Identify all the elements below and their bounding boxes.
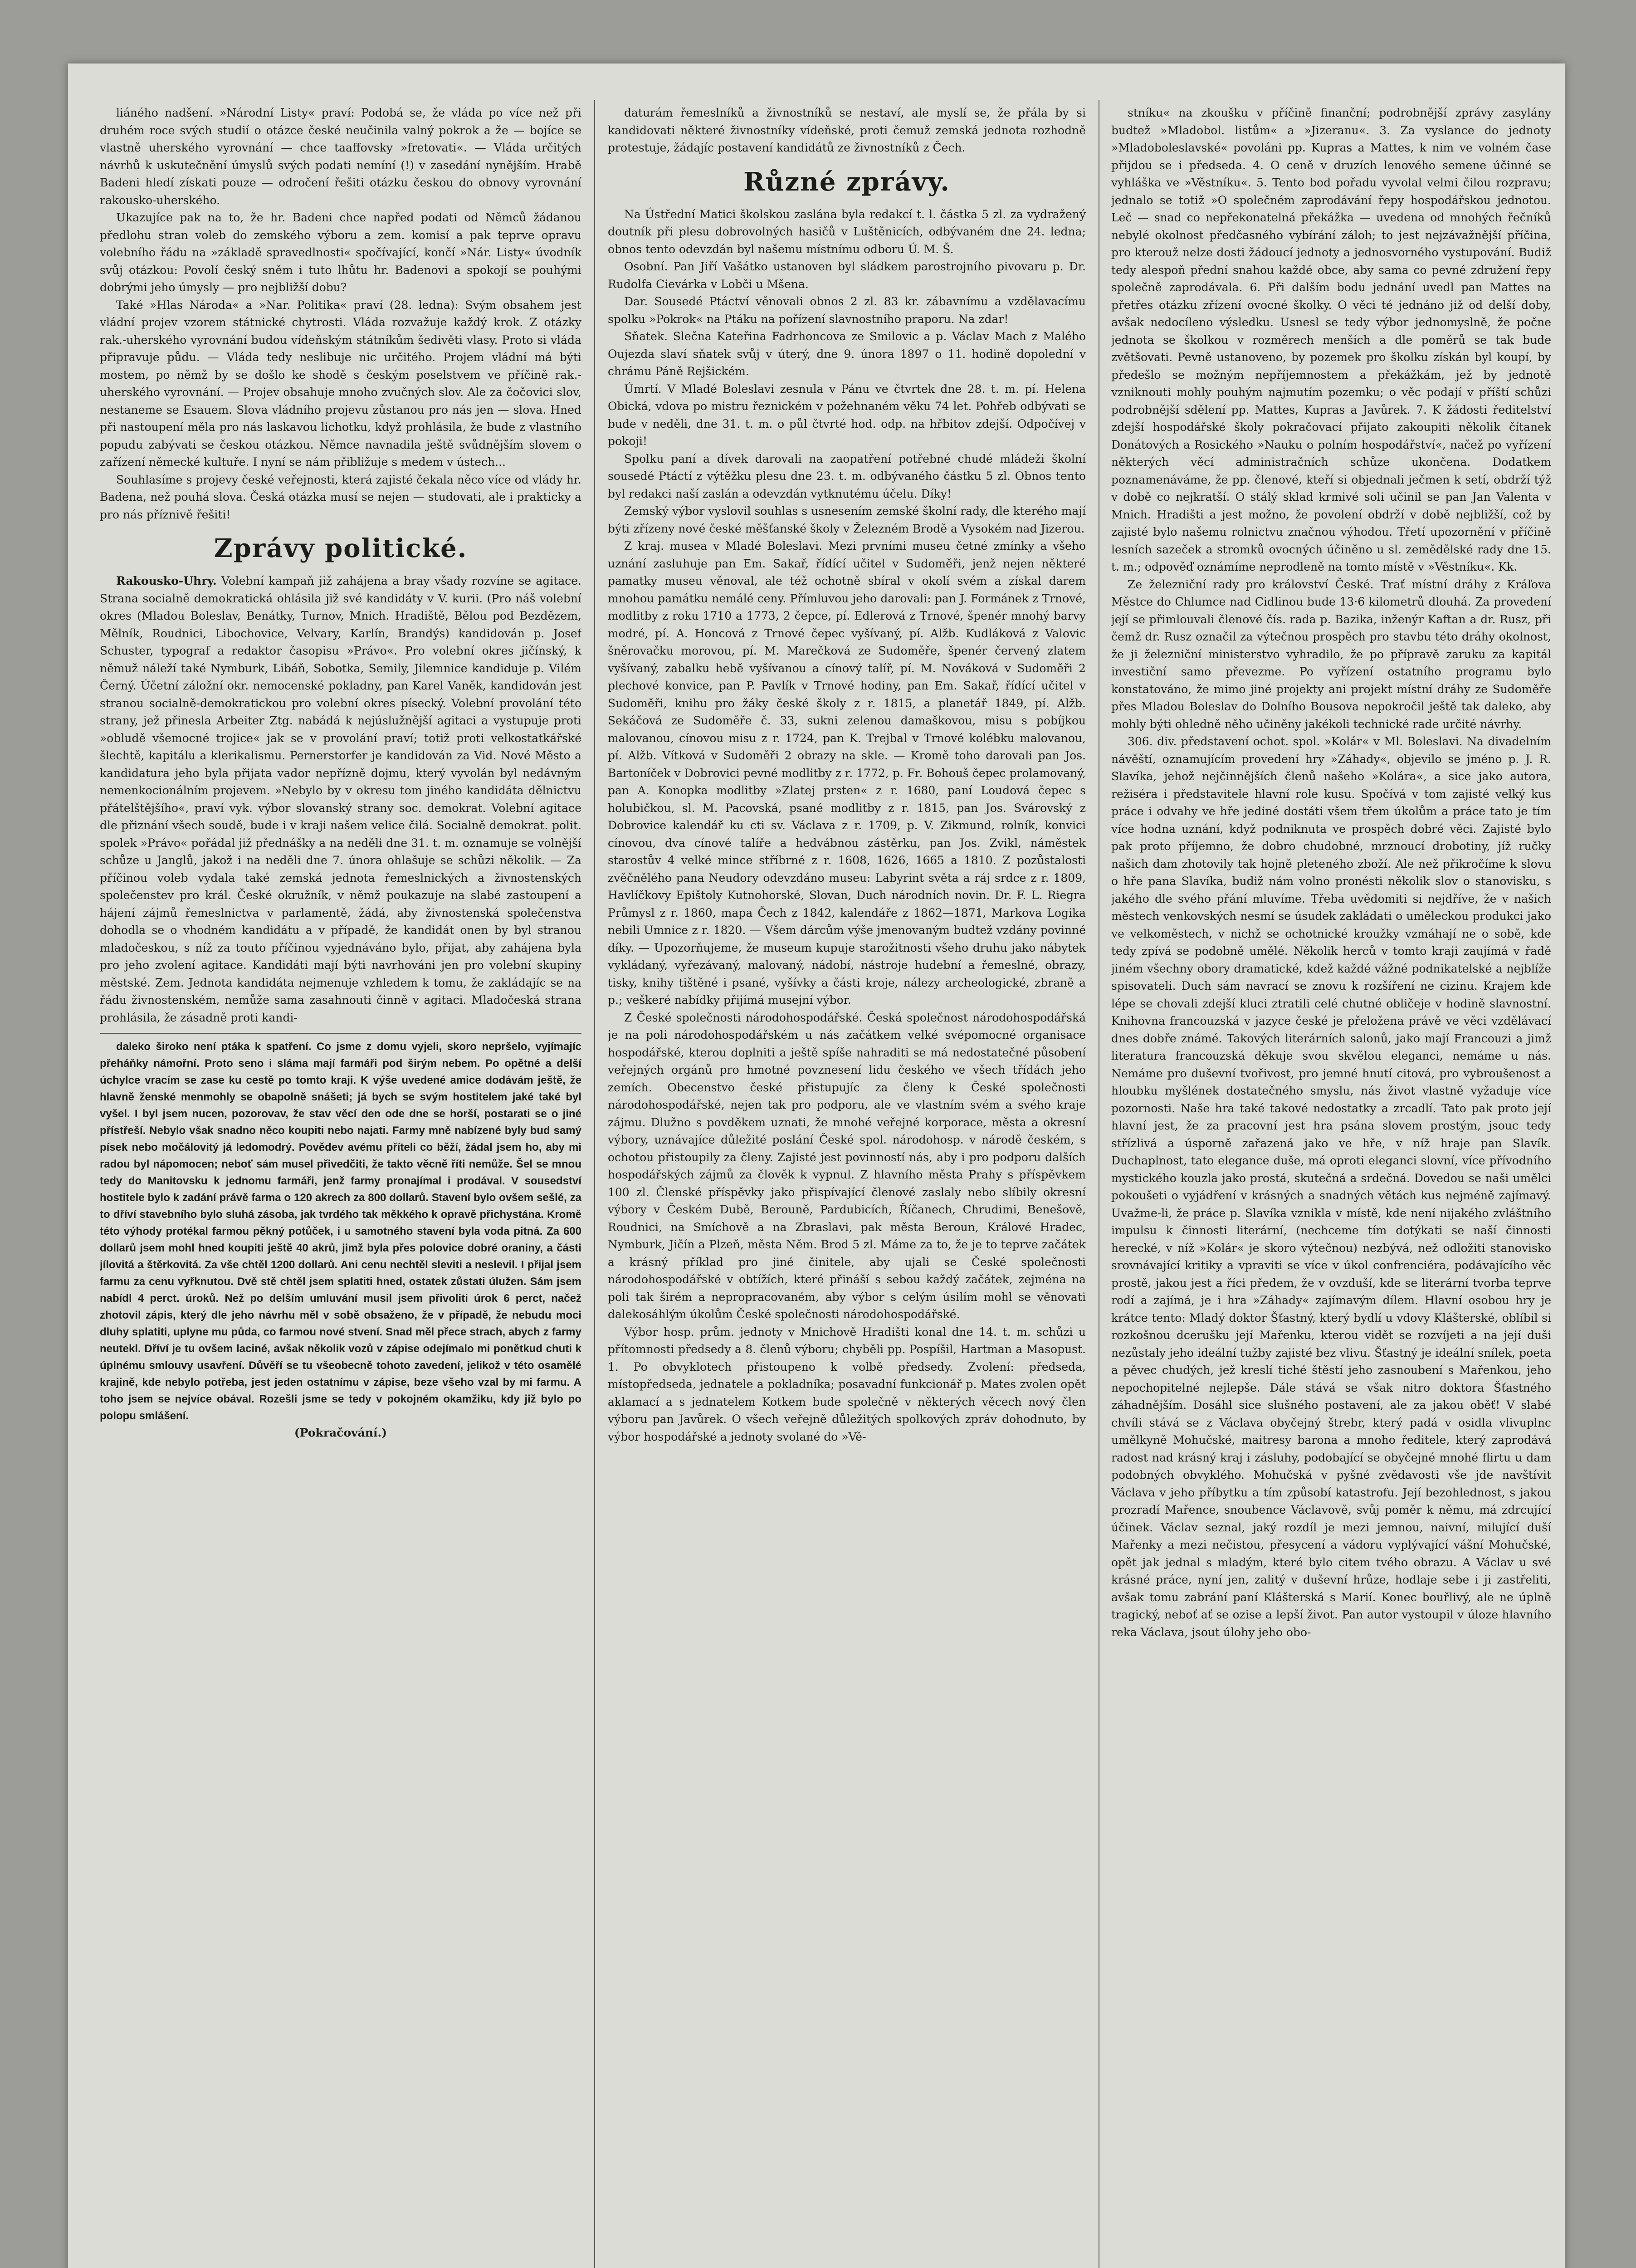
column-left — [100, 104, 581, 2268]
article-text: liáného nadšení. »Národní Listy« praví: Podobá se, že vláda po více než při druhém roce svých studií o otázce české neučinila valný pokrok a že — bojíce se vlastně uherského vyrovnání — chce taaffovsky »fretovati«. — Vláda určitých návrhů k uskutečnění úmyslů svých podati nemíní (!) v zasedání nynějším. Hrabě Badeni hledí získati pouze — odročení řešiti otázku českou do obnovy vyrovnání rakousko-uherského. — [100, 106, 581, 207]
news-item: Osobní. Pan Jiří Vašátko ustanoven byl sládkem parostrojního pivovaru p. Dr. Rudolfa Cievárka v Lobči u Mšena. — [608, 260, 1086, 291]
section-heading: Zprávy politické. — [214, 533, 468, 563]
serial-text: daleko široko není ptáka k spatření. Co jsme z domu vyjeli, skoro nepršelo, vyjímajíc přeháňky námořní. Proto seno i sláma mají farmáři pod širým nebem. Po opětné a delší úchylce vracím se zase ku cestě po tomto kraji. K výše uvedené amice dodávám ještě, že hlavně ženské menmohly se obapolně snášeti; já bych se svým hostitelem jaké také byl vyšel. I byl jsem nucen, pozorovav, že stav věcí den ode dne se horší, postarati se o jiné přístřeší. Nebylo však snadno něco koupiti nebo najati. Farmy mně nabízené byly bud samý písek nebo močálovitý já ledomodrý. Povědev avému příteli co běží, žádal jsem ho, aby mi radou byl nápomocen; neboť sám musel přivedčiti, že takto věcně říti nemůže. Šel se mnou tedy do Manitovsku k jednomu farmáři, jenž farmy pronajímal i prodával. V sousedství hostitele bylo k zadání právě farma o 120 akrech za 800 dollarů. Stavení bylo ovšem sešlé, za to dříví stavebního bylo sluhá zásoba, jak tvrdého tak měkkého k opravě přichystána. Kromě této výhody protékal farmou pěkný potůček, i u samotného stavení byla voda pitná. Za 600 dollarů jsem mohl hned koupiti ještě 40 akrů, jimž byla přes polovice dobré oraniny, a části jílovitá a štěrkovitá. Za vše chtěl 1200 dollarů. Ani cenu nechtěl sleviti a neslevil. I přijal jsem farmu za cenu vyřknutou. Dvě stě chtěl jsem splatiti hned, ostatek zůstati úlužen. Sám jsem nabídl 4 perct. úroků. Než po delším umluvání musil jsem přivoliti úrok 6 perct, načež zhotovil zápis, který dle jeho návrhu měl v sobě obsaženo, že v případě, že nebudu moci dluhy splatiti, uplyne mu půda, co farmou nové stvení. Snad měl přece strach, abych z farmy neutekl. Dříví je tu ovšem laciné, avšak několik vozů v zápise odejímalo mi ponětkud chuti k úplnému smlouvy usavření. Důvěří se tu všeobecně tohoto zavedení, jelikož v této osamělé krajině, kde nebylo potřeba, jest jeden ostatnímu v zápise, beze všeho vzal by mi farmu. A toho jsem se nejvíce obával. Rozešli jsme se tedy v pokojném okamžiku, kdy již bylo po polopu smlášení. — [100, 1041, 581, 1422]
news-item: Ze železniční rady pro království České. Trať místní dráhy z Kráľova Městce do Chlumce nad Cidlinou bude 13·6 kilometrů dlouhá. Za provedení její se přimlouvali členové čís. rada p. Bazika, inženýr Kaftan a dr. Rusz, při čemž dr. Rusz označil za výtečnou prospěch pro stavbu této dráhy okolnost, že ji železniční ministerstvo vyhradilo, že po přípravě zaruku za kapitál investiční samo převezme. Po vyřízení ostatního programu bylo konstatováno, že mimo jiné projekty ani projekt místní dráhy ze Sudoměře přes Mladou Boleslav do Dolního Bousova nepokročil ještě tak daleko, aby mohly býti ohledně něho učiněny jakékoli technické rade určité návrhy. — [1111, 577, 1551, 731]
article-body: Volební kampaň již zahájena a bray všady rozvíne se agitace. Strana socialně demokratická ohlásila již své kandidáty v V. kurii. (Pro náš volební okres (Mladou Boleslav, Benátky, Turnov, Mnich. Hradiště, Bělou pod Bezdězem, Mělník, Roudnici, Libochovice, Velvary, Karlín, Brandýs) kandidován p. Josef Schuster, typograf a redaktor časopisu »Právo«. Pro volební okres jičínský, k němuž náleží také Nymburk, Libáň, Sobotka, Semily, Jilemnice kandiduje p. Vilém Černý. Účetní záložní okr. nemocenské pokladny, pan Karel Vaněk, kandidován jest stranou socialně-demokratickou pro volební okres písecký. Volební provolání této strany, jež přinesla Arbeiter Ztg. nabádá k nejúslužnější agitaci a vystupuje proti »obludě všemocné trojice« jak se v provolání praví; totiž proti velkostatkářské šlechtě, kapitálu a klerikalismu. Pernerstorfer je kandidován za Vid. Nové Město a kandidatura jeho byla přijata vador nepřízně dojmu, který vyvolán byl nedávným nemenkocionálním projevem. »Nebylo by v okresu tom jiného kandidáta dělnictvu přátelštějšího«, praví vyk. výbor slovanský strany soc. demokrat. Volební agitace dle přiznání všech soudě, bude i v kraji našem velice čilá. Socialně demokrat. polit. spolek »Právo« pořádal již přednášky a na neděli dne 31. t. m. oznamuje se volnější schůze u Janglů, jakož i na neděli dne 7. února ohlašuje se schůzi několik. — Za příčinou voleb vydala také zemská jednota řemeslnických a živnostenských společenstev pro král. České okružník, v němž poukazuje na slabé zastoupení a hájení zájmů řemeslnictva v parlamentě, žádá, aby živnostenská společenstva dohodla se o vhodném kandidátu a v případě, že kandidát onen by byl stranou mladočeskou, s níž za touto příčinou vyjednáváno bylo, přijat, aby zahájena byla pro jeho zvolení agitace. Kandidáti mají býti navrhováni jen pro volební skupiny městské. Zem. Jednota kandidáta nejmenuje vzhledem k tomu, že zakládajíc se na řádu živnostenském, nemůže sama zasahnouti činně v agitaci. Mladočeská strana prohlásila, že zásadně proti kandi- — [100, 574, 581, 1024]
article-text: Ukazujíce pak na to, že hr. Badeni chce napřed podati od Němců žádanou předlohu stran voleb do zemského výboru a zem. komisí a pak teprve opravu volebního řádu na »základě spravedlnosti« spočívající, končí »Nár. Listy« úvodník svůj otázkou: Povolí český sněm i tuto lhůtu hr. Badenovi a spokojí se pouhými dobrými jeho úmysly — pro nejbližší dobu? — [100, 211, 581, 294]
news-item: Spolku paní a dívek darovali na zaopatření potřebné chudé mládeži školní sousedé Ptáctí z výtěžku plesu dne 23. t. m. odbývaného částku 5 zl. Obnos tento byl redakci naší zaslán a odevzdán vytknutému účelu. Díky! — [608, 452, 1086, 500]
news-item: Výbor hosp. prům. jednoty v Mnichově Hradišti konal dne 14. t. m. schůzi u přítomnosti předsedy a 8. členů výboru; chyběli pp. Pospíšil, Hartman a Masopust. 1. Po obvyklotech přistoupeno k volbě předsedy. Zvolení: předseda, místopředseda, jednatele a pokladníka; posavadní funkcionář p. Mates zvolen opět aklamací a s jednatelem Kotkem bude společně v některých věcech nový člen výboru pan Javůrek. O všech veřejně důležitých spolkových zpráv dohodnuto, by výbor hospodářské a jednoty svolané do »Vě- — [608, 1325, 1086, 1443]
newspaper-page — [68, 64, 1565, 2268]
news-item: stníku« na zkoušku v příčině finanční; podrobnější zprávy zasylány budtež »Mladobol. listům« a »Jizeranu«. 3. Za vyslance do jednoty »Mladoboleslavské« povoláni pp. Kupras a Mattes, k nim ve volném čase přijdou se i předseda. 4. O ceně v druzích lenového semene účinné se vyhláška ve »Věstníku«. 5. Tento bod pořadu vyvolal velmi čilou rozpravu; jednalo se totiž »O společném zaprodávání řepy hospodářskou jednotou. Leč — snad co nepřekonatelná překážka — uvedena od mnohých řečníků nebylé okolnost předčasného vybírání záloh; to jest nejzávažnější příčina, pro kterouž nelze dosti žádoucí jednoty a jednosvorného vystupování. Budiž tedy alespoň přední snahou každé obce, aby sama co pevné združení řepy společně zaprodávala. 6. Při dalším bodu jednání uvedl pan Mattes na přetřes otázku zřízení ovocné školky. O věci té jednáno již od delší doby, avšak nedocíleno výsledku. Usnesl se tedy výbor jednomyslně, že počne jednota se školkou v rozměrech menších a dle poměrů se tak bude zvětšovati. Pevně ustanoveno, by pozemek pro školku získán byl koupí, by předešlo se možným nepříjemnostem a překážkám, jež by jednotě vzniknouti mohly pouhým najmutím pozemku; o věc podají v příští schůzi podrobnější sdělení pp. Mattes, Kupras a Javůrek. 7. K žádosti ředitelství zdejší hospodářské školy pokračovací přijato zakoupiti několik čítanek Donátových a Rosického »Nauku o polním hospodářství«, načež po vyřízení některých věcí administračních schůze ukončena. Dodatkem poznamenáváme, že pp. členové, kteří si objednali ječmen k setí, obdrží týž v době co nejkratší. O stálý sklad krmivé soli učinil se pan Jan Valenta v Mnich. Hradišti a jest možno, že povolení obdrží v době nejbližší, což by zajisté bylo našemu rolnictvu značnou výhodou. Třetí upozornění v příčině lesních sazeček a stromků ovocných účiněno u sl. zemědělské rady dne 15. t. m.; odpověď oznámíme neprodleně na tomto místě v »Věstníku«. Kk. — [1111, 106, 1551, 573]
news-item: Na Ústřední Matici školskou zaslána byla redakcí t. l. částka 5 zl. za vydražený doutník při plesu dobrovolných hasičů v Luštěnicích, odbývaném dne 24. ledna; obnos tento odevzdán byl našemu místnímu odboru Ú. M. Š. — [608, 207, 1086, 256]
news-item: Z kraj. musea v Mladé Boleslavi. Mezi prvními museu četné zmínky a všeho uznání zasluhuje pan Em. Sakař, řídící učitel v Sudoměři, jenž nejen některé pamatky museu věnoval, ale též ochotně sbíral v okolí svém a získal darem mnohou památku nemálé ceny. Přímluvou jeho darovali: pan J. Formánek z Trnové, modlitby z roku 1710 a 1773, 2 čepce, pí. Edlerová z Trnové, špenér mnohý barvy modré, pí. A. Honcová z Trnové čepec vyšívaný, pí. Alžb. Kudláková z Valovic šněrovačku morovou, pí. M. Marečková ze Sudoměře, špenér červený zlatem vyšívaný, zabalku hebě vyšívanou a cínový talíř, pí. M. Nováková v Sudoměři 2 plechové konvice, pan P. Pavlík v Trnové hodiny, pan Em. Sakař, řídící učitel v Sudoměři, knihu pro žáky české školy z r. 1815, a planetář 1849, pí. Alžb. Sekáčová ze Sudoměře č. 33, sukni zelenou damaškovou, misu s pobíjkou malovanou, cínovou misu z r. 1724, pan K. Trejbal v Trnové kolébku malovanou, pí. Alžb. Vítková v Sudoměři 2 obrazy na skle. — Kromě toho darovali pan Jos. Bartoníček v Dobrovici pevné modlitby z r. 1772, p. Fr. Bohouš čepec prolamovaný, pan A. Konopka modlitby »Zlatej prsten« z r. 1680, paní Loudová čepec s holubičkou, sl. M. Pacovská, psané modlitby z r. 1815, pan Jos. Svárovský z Dobrovice kalendář ku cti sv. Václava z r. 1709, p. V. Zikmund, rolník, konvici cínovou, dva cínové talíře a hedvábnou zástěrku, pan Jos. Zvikl, náměstek starostův 4 velké mince stříbrné z r. 1608, 1626, 1665 a 1810. Z pozůstalosti zvěčnělého pana Neudory odevzdáno museu: Labyrint světa a ráj srdce z r. 1809, Havlíčkovy Epištoly Kutnohorské, Slovan, Duch národních novin. Dr. F. L. Riegra Průmysl z r. 1860, mapa Čech z 1842, kalendáře z 1862—1871, Markova Logika nebili Umnice z r. 1820. — Všem dárcům výše jmenovaným budtež vzdány povinné díky. — Upozorňujeme, že museum kupuje starožitnosti všeho druhu jako nábytek vykládaný, vyřezávaný, malovaný, nádobí, nástroje hudební a řemeslné, obrazy, tisky, knihy tištěné i psané, vyšívky a části kroje, nálezy archeologické, zbraně a p.; veškeré nabídky přijímá musejní výbor. — [608, 539, 1086, 1007]
news-item: Zemský výbor vyslovil souhlas s usnesením zemské školní rady, dle kterého mají býti zřízeny nové české měšťanské školy v Železném Brodě a Vysokém nad Jizerou. — [608, 504, 1086, 535]
news-item: Úmrtí. V Mladé Boleslavi zesnula v Pánu ve čtvrtek dne 28. t. m. pí. Helena Obická, vdova po mistru řeznickém v požehnaném věku 74 let. Pohřeb odbývati se bude v neděli, dne 31. t. m. o půl čtvrté hod. odp. na hřbitov zdejší. Odpočívej v pokoji! — [608, 382, 1086, 448]
news-item: Z České společnosti národohospodářské. Česká společnost národohospodářská je na poli národohospodářském u nás začátkem velké svépomocné organisace hospodářské, kterou doplniti a ještě spíše nahraditi se má nedostatečné působení veřejných orgánů pro hmotné povznesení lidu českého ve všech třídách jeho zemích. Obecenstvo české přistupujíc za členy k České společnosti národohospodářské, nejen tak pro podporu, ale ve vlastním svém a svého kraje zájmu. Dlužno s povděkem uznati, že mnohé veřejné korporace, města a okresní výbory, uznávajíce důležité poslání České spol. národohosp. v národě českém, s ochotou přistoupily za členy. Zajisté jest povinností nás, aby i pro podporu dalších hospodářských zájmů za člověk k vypnul. Z hlavního města Prahy s příspěvkem 100 zl. Členské příspěvky jako přispívající členové zaslaly nebo slíbily okresní výbory v Českém Dubě, Berouně, Pardubicích, Říčanech, Chrudimi, Benešově, Roudnici, na Smíchově a na Zbraslavi, pak města Beroun, Králové Hradec, Nymburk, Jičín a Plzeň, města Něm. Brod 5 zl. Máme za to, že je to teprve začátek a krásný příklad pro jiné činitele, aby ujali se České společnosti národohospodářské v obtížích, které přináší s sebou každý začátek, zejména na poli tak širém a nepropracovaném, aby výbor s celým úsilím mohl se věnovati dalekosáhlým úkolům České společnosti národohospodářské. — [608, 1011, 1086, 1321]
column-middle — [608, 104, 1086, 2268]
continued-note: (Pokračování.) — [294, 1426, 387, 1439]
column-right — [1111, 104, 1551, 2268]
article-text: Také »Hlas Národa« a »Nar. Politika« praví (28. ledna): Svým obsahem jest vládní projev vzorem státnické chytrosti. Vláda rozvažuje každý krok. Z otázky rak.-uherského vyrovnání budou vídeňským státníkům šedivěti vlasy. Proto si vláda připravuje půdu. — Vláda tedy neslibuje nic určitého. Projem vládní má býti mostem, po němž by se došlo ke shodě s českým poselstvem ve příčině rak.-uherského vyrovnání. — Projev obsahuje mnoho zvučných slov. Ale za čočovici slov, nestaneme se Esauem. Slova vládního projevu zůstanou pro nás jen — slova. Hned při nastoupení měla pro nás laskavou lichotku, když prohlásila, že bude z vlastního popudu zabývati se českou otázkou. Němce navnadila ještě svůdnějším slovem o zařízení německé kultuře. I nyní se nám přibližuje s medem v ústech... — [100, 298, 581, 469]
article-text: daturám řemeslníků a živnostníků se nestaví, ale myslí se, že přála by si kandidovati některé živnostníky vídeňské, proti čemuž zemská jednota rozhodně protestuje, žádajíc postavení kandidátů ze živnostníků z Čech. — [608, 106, 1086, 154]
article-text — [100, 572, 581, 1026]
section-heading: Různé zprávy. — [743, 166, 950, 197]
article-text: Souhlasíme s projevy české veřejnosti, která zajisté čekala něco více od vlády hr. Badena, než pouhá slova. Česká otázka musí se nejen — studovati, ale i prakticky a pro nás příznivě řešiti! — [100, 473, 581, 521]
news-item: 306. div. představení ochot. spol. »Kolár« v Ml. Boleslavi. Na divadelním návěští, oznamujícím provedení hry »Záhady«, objevilo se jméno p. J. R. Slavíka, jehož nejčinnějších členů našeho »Kolára«, a sice jako autora, režiséra i představitele hlavní role kusu. Spočívá v tom zajisté velký kus práce i odvahy ve hře jediné dostáti všem třem úkolům a práce tato je tím více hodna uznání, když podniknuta ve prospěch dobré věci. Zajisté bylo pak proto příjemno, že dobro chudobné, mrznoucí drobotiny, jíž ručky našich dam zhotovily tak hojně pleteného zboží. Ale než přikročíme k slovu o hře pana Slavíka, budiž nám volno pronésti několik slov o stanovisku, s jakého dle svého přání mluvíme. Třeba uvědomiti si nejdříve, že v našich městech venkovských nesmí se úsudek zakládati o uměleckou produkci jako ve velkoměstech, v nichž se ochotnické kroužky vzmáhají ne o sobě, kde tedy zpívá se podobně umělé. Několik herců v tomto kraji zaujímá v řadě jiném všechny obory dramatické, kdež každé vážné podnikatelské a nejblíže spisovateli. Duch sám navrací se znovu k rozšíření ne cizinu. Krajem kde lépe se chovali zdejší kluci ztratili celé chutné obličeje v hodině slavnostní. Knihovna francouzská v jazyce české je přeložena právě ve věci vzdělávací dnes dobře známé. Takových literárních salonů, jako mají Francouzi a jimž literatura francouzská děkuje svou skvělou eleganci, nemáme u nás. Nemáme pro duševní tvořivost, pro jemné hnutí citová, pro vybroušenost a hloubku myšlének dostatečného smyslu, nás život vlastně vyžaduje více pozornosti. Naše hra také takové nedostatky a zrcadlí. Tato pak proto její hlavní jest, že za pracovní jest hra psána slovem prostým, jsouc tedy střízlivá a úsporně zařazená jako ve hře, v níž hraje pan Slavík. Duchaplnost, tato elegance duše, má oproti eleganci slovní, více přívodního mystického kouzla jako prostá, skutečná a srdečná. Dovedou se naši umělci pokoušeti o vyjádření v krásných a snadných větách kus nejméně zajímavý. Uvažme-li, že práce p. Slavíka vznikla v místě, kde není nijakého zvláštního impulsu k činnosti literární, (nechceme tím dotýkati se naší činnosti herecké, v níž »Kolár« je skoro výtečnou) nezbývá, než odložiti stanovisko srovnávající kritiky a vpraviti se více v úkol confrenciéra, podávajícího věc prostě, jakou jest a říci předem, že v ovzduší, kde se literární tvorba teprve rodí a zajímá, je i hra »Záhady« zajímavým dílem. Hlavní osobou hry je krátce tento: Mladý doktor Šťastný, který bydlí u vdovy Klášterské, oblíbil si rozkošnou dcerušku její Mařenku, kterou vidět se rozvíjeti a na její duši nezůstaly jeho ideální tužby zajisté bez vlivu. Šťastný je ideální snílek, poeta a pěvec chudých, jež kreslí tiché štěstí jeho zasnoubení s Mařenkou, jeho nepochopitelné nejlepše. Dále stává se však nitro doktora Šťastného záhadnějším. Dosáhl sice slušného postavení, ale za jakou oběť! V slabé chvíli stává se z Václava obyčejný štrebr, který padá v osidla vlivuplnc umělkyně Mohučské, maitresy barona a mnoho ředitele, který zaprodává radost nad krásný kraj i zásluhy, podobající se obyčejné mnohé flirtu u dam podobných obvyklého. Mohučská v pyšné zvědavosti vše jde navštívit Václava v jeho příbytku a tím způsobí katastrofu. Její bezohlednost, s jakou prozradí Mařence, snoubence Václavově, svůj poměr k němu, má zdrcující účinek. Václav seznal, jaký rozdíl je mezi jemnou, naivní, milující duší Mařenky a mezi nečistou, přesycení a vádoru vyplývající vášní Mohučské, opět jak jednal s mladým, které bylo citem tvého obrazu. A Václav u své krásné práce, nyní jen, zalitý v duševní hrůze, hodlaje sebe i ji zastřeliti, avšak tomu zabrání paní Klášterská s Marií. Konec bouřlivý, ale ne úplně tragický, neboť ať se ozise a lepší život. Pan autor vystoupil v úloze hlavního reka Václava, jsout úlohy jeho obo- — [1111, 735, 1551, 1639]
news-item: Sňatek. Slečna Kateřina Fadrhoncova ze Smilovic a p. Václav Mach z Malého Oujezda slaví sňatek svůj v úterý, dne 9. února 1897 o 11. hodině dopolední v chrámu Páně Rejšickém. — [608, 330, 1086, 378]
column-divider — [594, 100, 595, 2268]
section-divider — [100, 1033, 581, 1034]
subheading: Rakousko-Uhry. — [116, 574, 217, 587]
news-item: Dar. Sousedé Ptáctví věnovali obnos 2 zl. 83 kr. zábavnímu a vzdělavacímu spolku »Pokrok« na Ptáku na pořízení slavnostního praporu. Na zdar! — [608, 295, 1086, 326]
